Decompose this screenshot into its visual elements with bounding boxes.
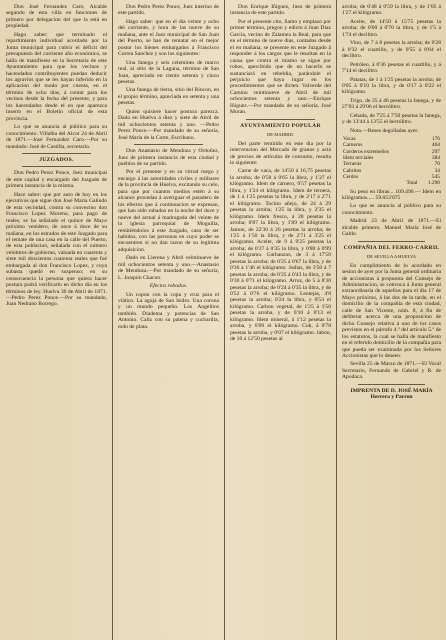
notice-paragraph: Dado en Llerena y Abril veintinueve de mil ochocientos setenta y uno.—Anastasio de Mendoza.—Por mandado de su señoría, L. Joaquin Chacon.: [118, 255, 219, 281]
notice-paragraph: En cumplimiento de lo acordado en sesion de ayer por la Junta general ordinaria de accionistas á propuesta del Consejo de Administracion, se convoca á Junta general extraordinaria de aquellos para el dia 17 de Mayo próximo, á las dos de la tarde, en el domicilio de la compañía de esta ciudad, calle de San Vicente, núm. 8, á fin de deliberar acerca de una proposicion de dicho Consejo relativa á uno de los casos previstos en el párrafo 4.º del artículo 5.º de los estatutos, la cual se halla de manifiesto en el referido domicilio de la compañía para que pueda ser examinada por los Señores Accionistas que lo deseen.: [342, 262, 441, 359]
divider: [134, 144, 203, 145]
price-list: Aceite, de 14'50 á 15'75 pesetas la arroba; de 0'60 á 0'70 la libra, y de 1'5 á 1'74 el decilitro.: [342, 18, 441, 38]
section-title-ayuntamiento: AYUNTAMIENTO POPULAR: [240, 122, 321, 129]
table-row: Carneros 464: [343, 142, 440, 149]
notice-paragraph: Sevilla 25 de Marzo de 1871.—El Vocal Secretario, Fernando de Gabriel y R. de Apodaca.: [342, 361, 441, 381]
column-rule: [224, 0, 225, 640]
section-title-juzgados: JUZGADOS.: [39, 156, 74, 163]
notice-paragraph: Una fanega de tierra, sitio del Rincon, en el propio término, apreciada en setenta y una pesetas.: [118, 87, 219, 107]
column-rule: [112, 0, 113, 640]
price-list: Trigo, de 25 á 46 pesetas la fanega, y de 27'03 á 29'06 el hectólitro.: [342, 97, 441, 111]
notice-paragraph: Quien quisiere hacer postura parezca. Dado en Huelva á diez y siete de Abril de mil ochocientos setenta y uno. —Pedro Perez Ponce.—Por mandado de su señoría, José María de la Corte, Escribano.: [118, 108, 219, 141]
notice-paragraph: Un copon con la copa y cruz para el viático. La aguja de San Isidro. Una corona y un mundo pequeño. Los Angelitos también. Diadema y potencias de San Antonio. Caliz con su patena y cucharilla, todo de plata.: [118, 291, 219, 330]
printer-imprint: IMPRENTA DE D. JOSÉ MARÍA Herrera y Parron: [350, 387, 433, 401]
section-subtitle-sevilla-huelva: DE SEVILLA A HUELVA: [366, 254, 417, 260]
table-row: Cabritos 34: [343, 167, 440, 174]
table-row: Cerdos 545: [343, 173, 440, 180]
notice-paragraph: Hago saber: que en el dia veinte y ocho del corriente, y hora de las nueve de su mañana, ante el Juez municipal de San Juan del Puerto, se han de rematar en el mejor postor los bienes embargados á Francisco Correa Sanchez y son los siguientes:: [118, 18, 219, 58]
notice-paragraph: Lo que se anuncia al público para su conocimiento. Villalba del Alcor 24 de Abril de 1871.—José Fernandez Caro.—Por su mandado: José de Castilla, secretario.: [6, 124, 107, 150]
column-1: [6, 4, 107, 636]
table-row: Terneras 70: [343, 161, 440, 168]
notice-heading: Don Pedro Perez Ponce, Juez interino de este partido.: [118, 4, 219, 17]
section-title-ferrocarril: COMPAÑIA DEL FERRO-CARRIL: [343, 244, 440, 251]
price-list: arroba; de 0'48 á 0'59 la libra, y de 1'05 á 1'27 el kilógramo.: [342, 4, 441, 17]
notice-paragraph: Lo que se anuncia al público para su conocimiento.: [342, 203, 441, 216]
price-list: Petróleo, á 0'36 pesetas el cuartillo, y á 7'14 el decilitro.: [342, 61, 441, 75]
notice-heading: Don Enrique Iñiguez, Juez de primera instancia de este partido.: [230, 4, 331, 17]
divider: [22, 166, 91, 167]
divider: [358, 241, 425, 242]
column-2: [118, 4, 219, 636]
note-heading: Nota.—Reses degolladas ayer.: [350, 127, 419, 134]
notice-paragraph: Del parte remitido en este dia por la intervencion del Mercado de granos y acta de precios de artículos de consumo, resulta lo siguiente:: [230, 140, 331, 166]
price-list: Patatas, de 1 á 1'25 pesetas la arroba; de 0'05 á 0'10 la libra, y de 0'17 á 0'22 el kilógramo.: [342, 76, 441, 96]
notice-paragraph: Hago saber: que terminado el repartimiento individual acordado por la Junta municipal para cubrir el déficit del presupuesto del corriente año económico, se halla de manifiesto en la Secretaría de este Ayuntamiento para que los vecinos y hacendados contribuyentes puedan deducir los agravios que se les hayan inferido en la aplicacion del modo por cuenta, en el término de ocho dias, á contar para los vecinos desde la fecha del presente, y para los hacendados desde el en que aparezca inserto en el Boletin oficial de esta provincia.: [6, 31, 107, 122]
notice-paragraph: Por el presente cito, llamo y emplazo por primer término, pregon y edicto á Juan Diaz Garcia, vecino de Zalamea la Real, para que en el término de nueve dias, contados desde el en mañana, se presente en este Juzgado á responder á los cargos que le resultan en la causa que contra el mismo se sigue por robos, apercibido que de no hacerlo se sustanciará en rebeldía, parándole el perjuicio que haya lugar en los procedimientos que se dicten. Valverde del Camino veintinueve de Abril de mil ochocientos setenta y uno.—Enrique Iñiguez.—Por mandado de su señoría, José Moran.: [230, 18, 331, 116]
price-list: Carne de vaca, de 14'50 á 16,75 pesetas la arroba; de 0'58 á 0'65 la libra, y 1'27 el kilógramo. Idem de carnero, 0'57 pesetas la libra, y 1'24 el kilógramo. Idem de ternera, de 1 á 1'25 pesetas la libra, y de 2'17 á 2'71 el kilógramo. Tocino añejo, de 24 á 29 pesetas la arroba; 1'25 la libra, y 2'35 el kilógramo. Idem fresco, á 20 pesetas la arroba; 0'87 la libra, y 1'89 el kilógramo. Jamon, de 22'30 á 26 pesetas la arroba; de 1'25 á 1'50 la libra, y de 2'71 á 3'25 el kilógramo. Aceite, de 9 á 9'25 pesetas la arroba; de 0'27 á 0'35 la libra, y 0'80 á 0'99 el kilógramo. Garbanzos, de 3 á 17'50 pesetas la arroba; de 0'25 á 0'67 la libra, y de 0'36 á 1'46 el kilógramo. Judias, de 3'50 á 7 pesetas la arroba; de 0'25 á 0'43 la libra, y de 0'30 á 0'71 el kilógramo. Arroz, de 5 á 8'30 pesetas la arroba; de 0'24 á 0'35 la libra, y de 0'52 á 0'76 el kilógramo. Lentejas, 4'8 pesetas la arroba; 0'24 la libra, y 0'53 el kilógramo. Carbon vegetal, de 1'25 á 1'50 pesetas la arroba, y de 0'10 á 0'13 el kilógramo. Idem mineral, á 1'12 pesetas la arroba, y 0'09 el kilógramo. Cok, á 0'78 pesetas la arroba, y 0'07 el kilógramo. Jabon, de 10 á 12'50 pesetas al: [230, 168, 331, 343]
divider: [22, 153, 91, 154]
notice-paragraph: Madrid 23 de Abril de 1871.—El alcalde primero, Manuel María José de Galdo.: [342, 218, 441, 238]
table-row: Vacas 176: [343, 136, 440, 143]
divider: [358, 384, 425, 385]
notice-heading: Don Anastasio de Mendoza y Ordoñez, Juez de primera instancia de esta ciudad y pueblos de su partido.: [118, 148, 219, 167]
column-4: [342, 4, 441, 636]
notice-paragraph: Hace saber: que por auto de hoy en los ejecutivos que sigue don José Maria Galindo de esta vecindad, contra su convecino don Francisco Lopez Moreno, para pago de reales, se ha señalado el quince de Mayo próximo venidero, de once á doce de su mañana, en los estrados de este Juzgado para el remate de una casa en la calle del Puerto, de esta poblacion, señalada con el número veintitres de gobierno, valuada en cuarenta y siete mil doscientos cuarenta reales que fué embargada al don Francisco Lopez, y cuya subasta quedó en suspenso; en su consecuencia la persona que quiera hacer postura podrá verificarlo en dicho dia en los términos de ley. Huelva 30 de Abril de 1871.—Pedro Perez Ponce.—Por su mandado, Juan Nedrano Borrego.: [6, 191, 107, 308]
notice-paragraph: Su peso en libras... 109.490.— Idem en kilógramos..... 59.053'075: [342, 188, 441, 201]
notice-paragraph: Una fanega y seis celemines de marco real, al sitio de la Laguna, término de San Juan, apreciada en ciento setenta y cinco pesetas.: [118, 59, 219, 85]
notice-heading: Don José Fernandez Caro, Alcalde segundo de esta villa en funciones de primero por delegacion del que la está en propiedad.: [6, 4, 107, 30]
section-subtitle-madrid: DE MADRID.: [266, 132, 295, 138]
divider: [246, 119, 315, 120]
table-row: Idem terciales 384: [343, 155, 440, 162]
column-3: [230, 4, 331, 636]
notice-paragraph: Por el presente y en su virtud ruego y encargo á las autoridades civiles y militares de la provincia de Huelva, excitando su celo, para que por cuantos medios estén á su alcance procedan á averiguar el paradero de los efectos que á continuacion se expresan, que han sido robados en la noche del doce y nueve del actual á madrugada del veinte de la iglesia parroquial de Moguilla, remitiéndolos á este Juzgado, caso de ser habidos, con las personas en cuyo poder se encuentren si no dan razon de su legítima adquisicion.: [118, 169, 219, 253]
table-row: Corderos extremeños 297: [343, 148, 440, 155]
price-list: Vino, de 7 á 8 pesetas la arroba; de 0'28 á 0'32 el cuartillo, y de 0'55 á 0'64 el decilitro.: [342, 40, 441, 60]
table-total-row: Total 1.290: [406, 180, 440, 187]
notice-heading: Don Pedro Perez Ponce, Juez municipal de este capital y encargado del Juzgado de primera instancia de la misma.: [6, 170, 107, 190]
column-rule: [336, 0, 337, 640]
price-list: Cebada, de 7'25 á 7'50 pesetas la fanega, y de 13'44 á 13'55 el hectólitro.: [342, 112, 441, 126]
livestock-table: [342, 136, 441, 186]
subheading-efectos: Efectos robados.: [149, 283, 188, 290]
